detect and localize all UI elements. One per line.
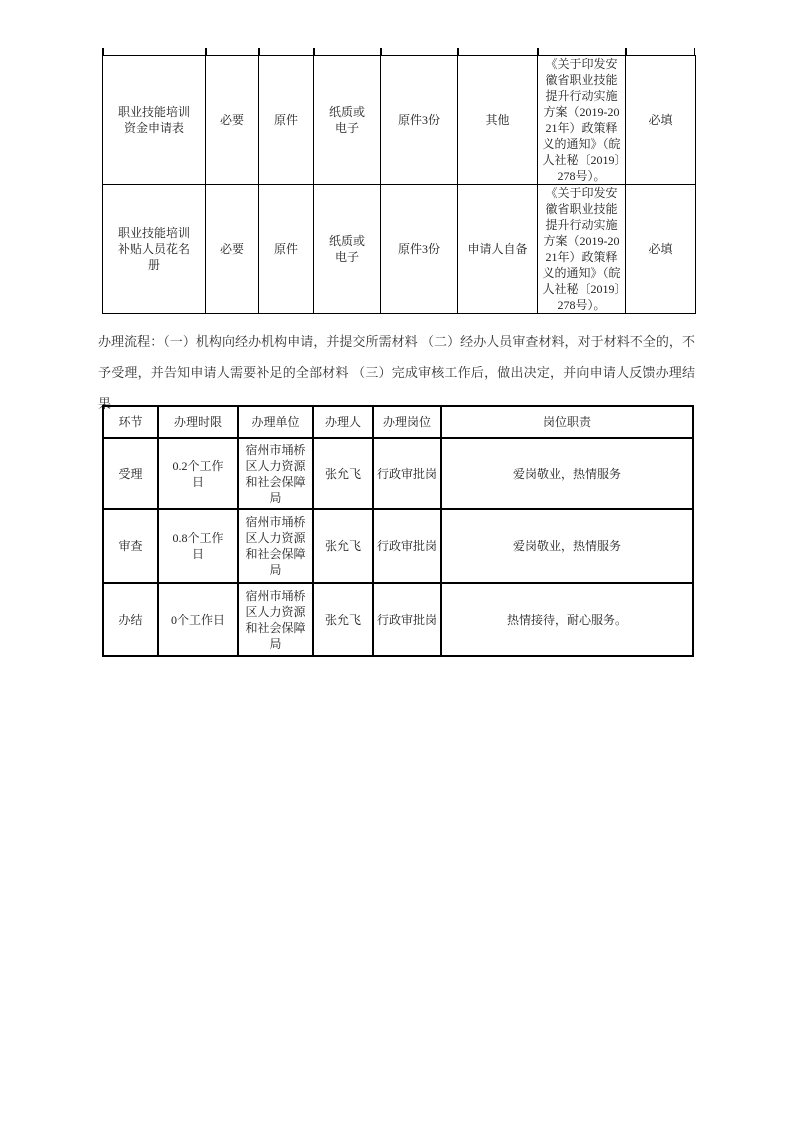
time-limit-cell: 0个工作日 [158,583,238,656]
header-unit: 办理单位 [238,406,313,438]
unit-cell: 宿州市埇桥区人力资源和社会保障局 [238,509,313,583]
step-name-cell: 受理 [103,438,158,509]
material-basis-cell: 《关于印发安徽省职业技能提升行动实施方案（2019-2021年）政策释义的通知》（皖人社秘〔2019〕278号）。 [538,56,626,185]
material-medium-cell: 纸质或电子 [314,185,381,314]
material-original-cell: 原件 [259,185,314,314]
time-limit-cell: 0.8个工作日 [158,509,238,583]
material-source-cell: 其他 [458,56,538,185]
material-necessity-cell: 必要 [206,56,259,185]
materials-table [102,55,696,314]
material-copies-cell: 原件3份 [381,185,458,314]
header-time-limit: 办理时限 [158,406,238,438]
duty-cell: 爱岗敬业，热情服务 [441,509,693,583]
steps-row [103,509,693,583]
material-medium-cell: 纸质或电子 [314,56,381,185]
material-copies-cell: 原件3份 [381,56,458,185]
duty-cell: 热情接待，耐心服务。 [441,583,693,656]
material-name-cell: 职业技能培训资金申请表 [103,56,206,185]
step-name-cell: 审查 [103,509,158,583]
material-source-cell: 申请人自备 [458,185,538,314]
materials-row [103,56,696,185]
time-limit-cell: 0.2个工作日 [158,438,238,509]
handler-cell: 张允飞 [313,583,373,656]
steps-row [103,583,693,656]
process-flow-note: 办理流程：（一）机构向经办机构申请，并提交所需材料 （二）经办人员审查材料，对于材料不全的，不予受理，并告知申请人需要补足的全部材料 （三）完成审核工作后，做出决定，并向申请人反馈办理结果 [98,334,695,411]
handler-cell: 张允飞 [313,438,373,509]
materials-row [103,185,696,314]
post-cell: 行政审批岗 [373,509,441,583]
duty-cell: 爱岗敬业，热情服务 [441,438,693,509]
unit-cell: 宿州市埇桥区人力资源和社会保障局 [238,583,313,656]
material-original-cell: 原件 [259,56,314,185]
material-basis-cell: 《关于印发安徽省职业技能提升行动实施方案（2019-2021年）政策释义的通知》（皖人社秘〔2019〕278号）。 [538,185,626,314]
material-name-cell: 职业技能培训补贴人员花名册 [103,185,206,314]
material-required-cell: 必填 [626,185,696,314]
step-name-cell: 办结 [103,583,158,656]
header-duty: 岗位职责 [441,406,693,438]
header-handler: 办理人 [313,406,373,438]
steps-row [103,438,693,509]
post-cell: 行政审批岗 [373,583,441,656]
header-step: 环节 [103,406,158,438]
post-cell: 行政审批岗 [373,438,441,509]
header-post: 办理岗位 [373,406,441,438]
steps-header-row [103,406,693,438]
steps-table [102,405,694,657]
material-required-cell: 必填 [626,56,696,185]
unit-cell: 宿州市埇桥区人力资源和社会保障局 [238,438,313,509]
material-necessity-cell: 必要 [206,185,259,314]
handler-cell: 张允飞 [313,509,373,583]
page-break-table-cut-marks [102,48,695,55]
